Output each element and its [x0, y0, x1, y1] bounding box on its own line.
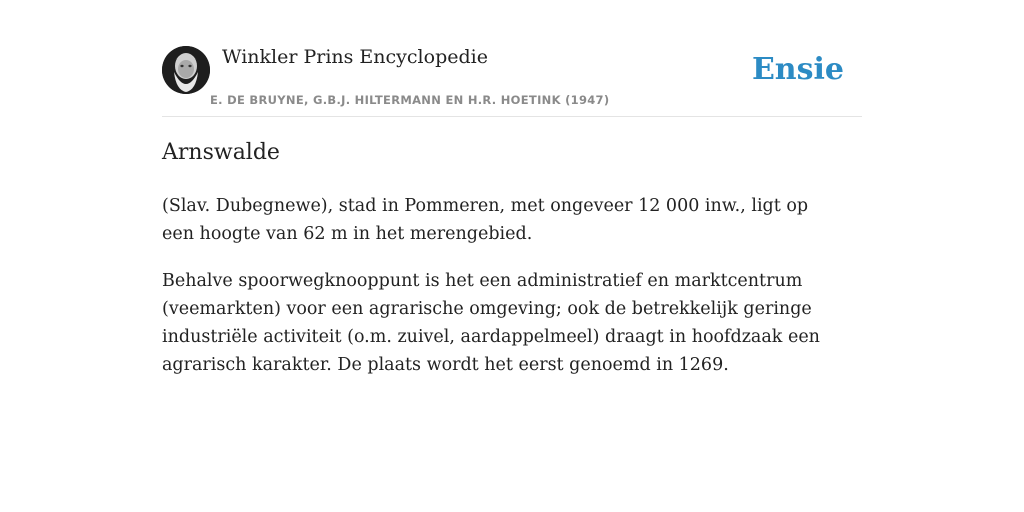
portrait-icon	[162, 46, 210, 94]
article-paragraph: Behalve spoorwegknooppunt is het een administratief en marktcentrum (veemarkten) voor een agrarische omgeving; ook de betrekkelijk geringe industriële activiteit (o.m. zuivel, aardappelmeel) draagt in hoofdzaak een agrarisch karakter. De plaats wordt het eerst genoemd in 1269.	[162, 271, 820, 375]
article-paragraph: (Slav. Dubegnewe), stad in Pommeren, met ongeveer 12 000 inw., ligt op een hoogte van 62 m in het merengebied.	[162, 196, 809, 244]
author-avatar[interactable]	[162, 46, 210, 94]
header	[162, 46, 862, 117]
article-body	[162, 192, 842, 398]
encyclopedia-title[interactable]: Winkler Prins Encyclopedie	[222, 46, 488, 68]
authors-byline: E. DE BRUYNE, G.B.J. HILTERMANN EN H.R. HOETINK (1947)	[210, 93, 610, 107]
ensie-logo-link[interactable]: Ensie	[751, 52, 844, 87]
article-title: Arnswalde	[162, 140, 280, 165]
